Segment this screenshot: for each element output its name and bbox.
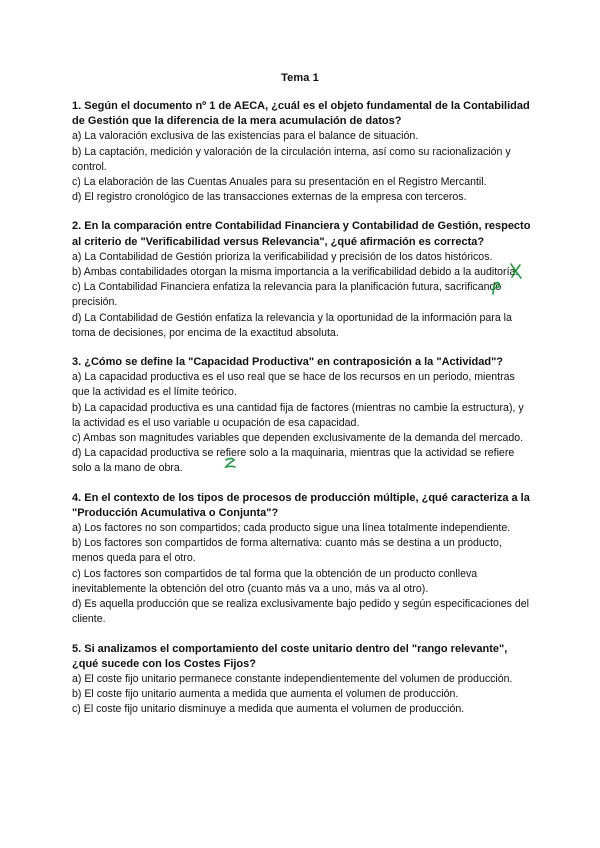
question-3 [72, 355, 532, 477]
answer-option: a) La Contabilidad de Gestión prioriza la verificabilidad y precisión de los datos históricos. [72, 250, 493, 263]
answer-option: b) La captación, medición y valoración de la circulación interna, así como su racionalización y control. [72, 145, 511, 173]
answer-option: d) La Contabilidad de Gestión enfatiza la relevancia y la oportunidad de la información para la toma de decisiones, por encima de la exactitud absoluta. [72, 311, 512, 339]
question-text: 5. Si analizamos el comportamiento del coste unitario dentro del "rango relevante", ¿qué sucede con los Costes Fijos? [72, 642, 508, 670]
question-text: 3. ¿Cómo se define la "Capacidad Productiva" en contraposición a la "Actividad"? [72, 356, 504, 369]
answer-option: b) El coste fijo unitario aumenta a medida que aumenta el volumen de producción. [72, 688, 459, 701]
question-2 [72, 219, 532, 341]
answer-option: c) La elaboración de las Cuentas Anuales para su presentación en el Registro Mercantil. [72, 176, 487, 189]
question-text: 1. Según el documento nº 1 de AECA, ¿cuál es el objeto fundamental de la Contabilidad de Gestión que la diferencia de la mera acumulación de datos? [72, 100, 530, 128]
answer-option: a) La valoración exclusiva de las existencias para el balance de situación. [72, 130, 419, 143]
answer-option: d) La capacidad productiva se refiere solo a la maquinaria, mientras que la actividad se refiere solo a la mano de obra. [72, 447, 515, 475]
answer-option: b) Ambas contabilidades otorgan la misma importancia a la verificabilidad debido a la auditoría. [72, 266, 519, 279]
answer-option: c) Ambas son magnitudes variables que dependen exclusivamente de la demanda del mercado. [72, 432, 524, 445]
question-text: 2. En la comparación entre Contabilidad Financiera y Contabilidad de Gestión, respecto al criterio de "Verificabilidad versus Relevancia", ¿qué afirmación es correcta? [72, 220, 531, 248]
question-text: 4. En el contexto de los tipos de procesos de producción múltiple, ¿qué caracteriza a la "Producción Acumulativa o Conjunta"? [72, 491, 530, 519]
answer-option: c) Los factores son compartidos de tal forma que la obtención de un producto conlleva inevitablemente la obtención del otro (cuanto más va a uno, más va al otro). [72, 567, 478, 595]
answer-option: a) El coste fijo unitario permanece constante independientemente del volumen de producción. [72, 672, 513, 685]
question-4 [72, 491, 532, 628]
question-list [72, 99, 532, 732]
answer-option: d) El registro cronológico de las transacciones externas de la empresa con terceros. [72, 191, 467, 204]
answer-option: a) Los factores no son compartidos; cada producto sigue una línea totalmente independiente. [72, 522, 511, 535]
answer-option: c) La Contabilidad Financiera enfatiza la relevancia para la planificación futura, sacrificando precisión. [72, 281, 502, 309]
answer-option: c) El coste fijo unitario disminuye a medida que aumenta el volumen de producción. [72, 703, 465, 716]
answer-option: b) La capacidad productiva es una cantidad fija de factores (mientras no cambie la estructura), y la actividad es el uso variable u ocupación de esa capacidad. [72, 401, 524, 429]
question-1 [72, 99, 532, 205]
question-5 [72, 642, 532, 718]
answer-option: b) Los factores son compartidos de forma alternativa: cuanto más se destina a un producto, menos queda para el otro. [72, 537, 502, 565]
page-title: Tema 1 [281, 72, 319, 84]
answer-option: d) Es aquella producción que se realiza exclusivamente bajo pedido y según especificaciones del cliente. [72, 598, 529, 626]
answer-option: a) La capacidad productiva es el uso real que se hace de los recursos en un periodo, mientras que la actividad es el límite teórico. [72, 371, 515, 399]
